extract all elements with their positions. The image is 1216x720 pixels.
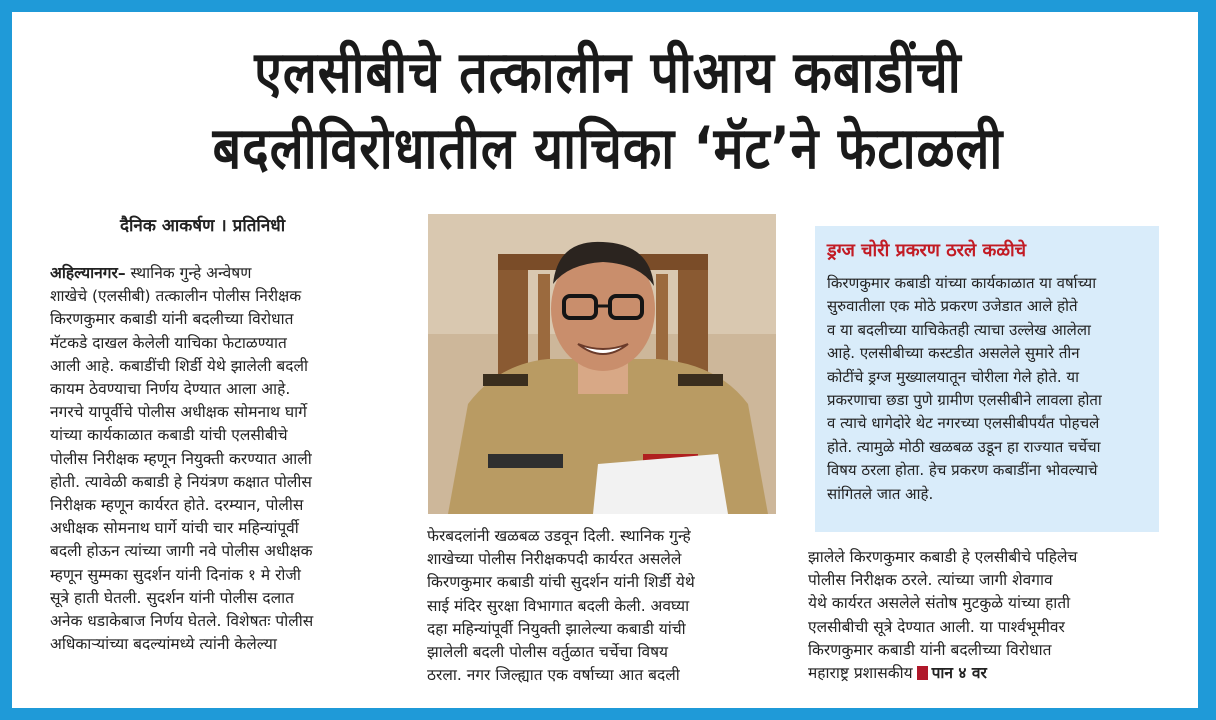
text-line: येथे कार्यरत असलेले संतोष मुटकुळे यांच्या हाती bbox=[808, 594, 1071, 613]
sidebar-body bbox=[827, 272, 1102, 506]
text-line: निरीक्षक म्हणून कार्यरत होते. दरम्यान, पोलीस bbox=[50, 496, 304, 515]
text-line: यांच्या कार्यकाळात कबाडी यांची एलसीबीचे bbox=[50, 426, 288, 445]
text-line: शाखेच्या पोलीस निरीक्षकपदी कार्यरत असलेले bbox=[427, 550, 682, 569]
text-line: पोलीस निरीक्षक ठरले. त्यांच्या जागी शेवगाव bbox=[808, 571, 1053, 590]
article-column-3 bbox=[808, 546, 1168, 685]
sidebar-line: कोटींचे ड्रग्ज मुख्यालयातून चोरीला गेले होते. या bbox=[827, 367, 1080, 386]
text-line: किरणकुमार कबाडी यांची सुदर्शन यांनी शिर्डी येथे bbox=[427, 573, 695, 592]
dateline: अहिल्यानगर– bbox=[50, 264, 126, 282]
text-line: आली आहे. कबाडींची शिर्डी येथे झालेली बदली bbox=[50, 356, 308, 375]
officer-photo-illustration bbox=[428, 214, 776, 514]
sidebar-line: किरणकुमार कबाडी यांच्या कार्यकाळात या वर्षाच्या bbox=[827, 274, 1097, 292]
sidebar-line: व त्याचे धागेदोरे थेट नगरच्या एलसीबीपर्यंत पोहचले bbox=[827, 414, 1100, 433]
text-line: झालेले किरणकुमार कबाडी हे एलसीबीचे पहिलेच bbox=[808, 548, 1078, 566]
square-marker-icon bbox=[917, 666, 928, 680]
text-line: किरणकुमार कबाडी यांनी बदलीच्या विरोधात bbox=[50, 310, 294, 329]
article-column-2 bbox=[427, 525, 787, 687]
text-line: मॅटकडे दाखल केलेली याचिका फेटाळण्यात bbox=[50, 333, 287, 352]
last-line-text: महाराष्ट्र प्रशासकीय bbox=[808, 664, 913, 683]
text-line: फेरबदलांनी खळबळ उडवून दिली. स्थानिक गुन्हे bbox=[427, 527, 691, 545]
text-line: बदली होऊन त्यांच्या जागी नवे पोलीस अधीक्षक bbox=[50, 542, 313, 561]
first-line-text: स्थानिक गुन्हे अन्वेषण bbox=[125, 264, 252, 282]
text-line: म्हणून सुम्मका सुदर्शन यांनी दिनांक १ मे रोजी bbox=[50, 565, 301, 584]
sidebar-line: सुरुवातीला एक मोठे प्रकरण उजेडात आले होते bbox=[827, 297, 1078, 316]
headline-line-2: बदलीविरोधातील याचिका ‘मॅट’ने फेटाळली bbox=[212, 114, 1004, 182]
sidebar-line: होते. त्यामुळे मोठी खळबळ उडून हा राज्यात चर्चेचा bbox=[827, 437, 1101, 456]
first-line bbox=[50, 262, 410, 285]
officer-photo bbox=[428, 214, 776, 514]
text-line: किरणकुमार कबाडी यांनी बदलीच्या विरोधात bbox=[808, 640, 1052, 659]
sidebar-box bbox=[815, 226, 1159, 532]
text-line: साई मंदिर सुरक्षा विभागात बदली केली. अवघ्या bbox=[427, 596, 690, 615]
text-line: अनेक धडाकेबाज निर्णय घेतले. विशेषतः पोलीस bbox=[50, 612, 314, 631]
text-line: दहा महिन्यांपूर्वी नियुक्ती झालेल्या कबाडी यांची bbox=[427, 619, 686, 638]
sidebar-title: ड्रग्ज चोरी प्रकरण ठरले कळीचे bbox=[827, 240, 1027, 261]
text-line: पोलीस निरीक्षक म्हणून नियुक्ती करण्यात आली bbox=[50, 449, 312, 468]
text-line: अधीक्षक सोमनाथ घार्गे यांची चार महिन्यांपूर्वी bbox=[50, 519, 299, 538]
text-line: नगरचे यापूर्वीचे पोलीस अधीक्षक सोमनाथ घार्गे bbox=[50, 403, 307, 422]
text-line: कायम ठेवण्याचा निर्णय देण्यात आला आहे. bbox=[50, 380, 291, 399]
text-line: सूत्रे हाती घेतली. सुदर्शन यांनी पोलीस दलात bbox=[50, 588, 295, 607]
sidebar-line: आहे. एलसीबीच्या कस्टडीत असलेले सुमारे तीन bbox=[827, 344, 1080, 363]
sidebar-line: व या बदलीच्या याचिकेतही त्याचा उल्लेख आलेला bbox=[827, 320, 1091, 339]
text-line: शाखेचे (एलसीबी) तत्कालीन पोलीस निरीक्षक bbox=[50, 287, 302, 306]
sidebar-line: विषय ठरला होता. हेच प्रकरण कबाडींना भोवल्याचे bbox=[827, 461, 1098, 480]
byline: दैनिक आकर्षण । प्रतिनिधी bbox=[120, 216, 286, 236]
headline-line-1: एलसीबीचे तत्कालीन पीआय कबाडींची bbox=[254, 38, 962, 106]
continued-page-link[interactable]: पान ४ वर bbox=[931, 664, 987, 683]
text-line: होती. त्यावेळी कबाडी हे नियंत्रण कक्षात पोलीस bbox=[50, 472, 312, 491]
text-line: झालेली बदली पोलीस वर्तुळात चर्चेचा विषय bbox=[427, 643, 669, 662]
text-line: एलसीबीची सूत्रे देण्यात आली. या पार्श्वभूमीवर bbox=[808, 617, 1065, 636]
text-line: ठरला. नगर जिल्ह्यात एक वर्षाच्या आत बदली bbox=[427, 666, 680, 685]
sidebar-line: प्रकरणाचा छडा पुणे ग्रामीण एलसीबीने लावला होता bbox=[827, 391, 1102, 410]
text-line: अधिकाऱ्यांच्या बदल्यांमध्ये त्यांनी केलेल्या bbox=[50, 635, 277, 654]
sidebar-line: सांगितले जात आहे. bbox=[827, 484, 934, 503]
last-line bbox=[808, 662, 1168, 685]
article-column-1 bbox=[50, 262, 410, 656]
